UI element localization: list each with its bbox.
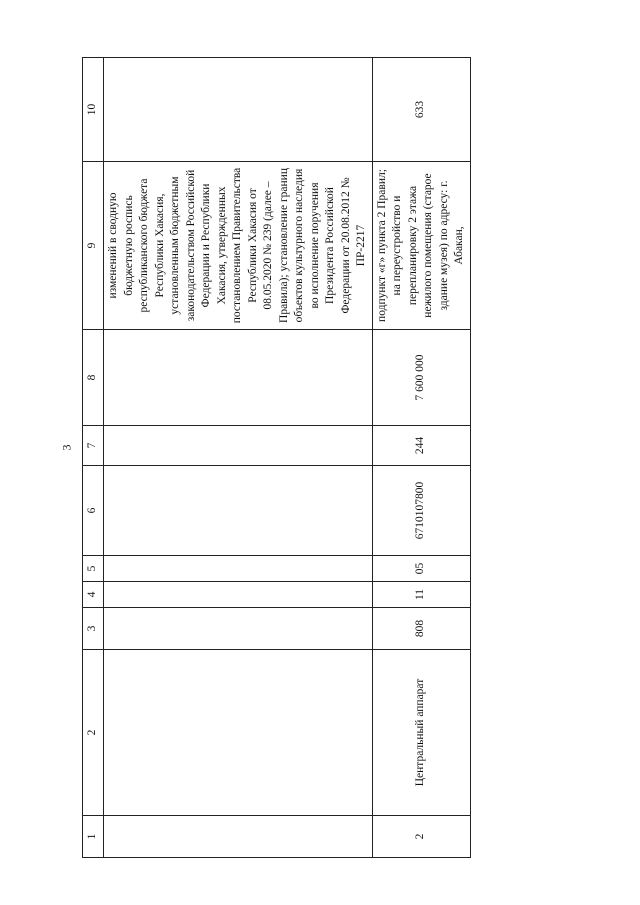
- amount-cell: 7 600 000: [372, 330, 470, 426]
- header-cell-6: 6: [83, 466, 104, 556]
- table-cell: [104, 556, 373, 582]
- header-cell-9: 9: [83, 162, 104, 330]
- table-cell: [104, 330, 373, 426]
- expense-type-cell: 244: [372, 426, 470, 466]
- subsection-cell: 05: [372, 556, 470, 582]
- table-cell: [104, 608, 373, 650]
- table-cell: [104, 466, 373, 556]
- table-row: [104, 58, 373, 858]
- table-cell: [104, 816, 373, 858]
- row-number-cell: 2: [372, 816, 470, 858]
- page-number: 3: [59, 444, 74, 451]
- target-article-cell: 6710107800: [372, 466, 470, 556]
- header-cell-1: 1: [83, 816, 104, 858]
- table-header-row: [83, 58, 104, 858]
- table-cell: [104, 650, 373, 816]
- table-cell: [104, 58, 373, 162]
- code-cell: 633: [372, 58, 470, 162]
- rotated-page-content: [82, 58, 465, 858]
- header-cell-3: 3: [83, 608, 104, 650]
- table-cell: [104, 426, 373, 466]
- purpose-cell: изменений в сводную бюджетную роспись республиканского бюджета Республики Хакасия, установленным бюджетным законодательством Российской Федерации и Республики Хакасия, утвержденных постановлением Правительства Республики Хакасия от 08.05.2020 № 239 (далее – Правила); установление границ объектов культурного наследия во исполнение поручения Президента Российской Федерации от 20.08.2012 № ПР-2217: [104, 162, 373, 330]
- header-cell-2: 2: [83, 650, 104, 816]
- header-cell-7: 7: [83, 426, 104, 466]
- header-cell-10: 10: [83, 58, 104, 162]
- table-cell: [104, 582, 373, 608]
- header-cell-4: 4: [83, 582, 104, 608]
- header-cell-5: 5: [83, 556, 104, 582]
- recipient-cell: Центральный аппарат: [372, 650, 470, 816]
- section-cell: 11: [372, 582, 470, 608]
- table-row: [372, 58, 470, 858]
- budget-table: [82, 57, 471, 858]
- header-cell-8: 8: [83, 330, 104, 426]
- code-cell: 808: [372, 608, 470, 650]
- purpose-cell: подпункт «г» пункта 2 Правил; на переустройство и перепланировку 2 этажа нежилого помещения (старое здание музея) по адресу: г. Абакан,: [372, 162, 470, 330]
